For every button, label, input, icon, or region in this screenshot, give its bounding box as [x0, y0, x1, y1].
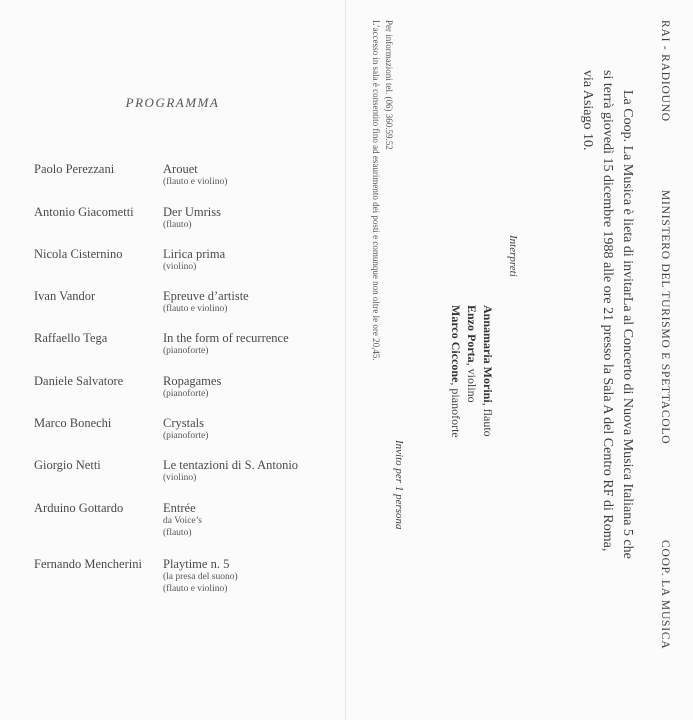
program-entry	[34, 557, 334, 597]
program-entry	[34, 162, 334, 202]
program-entry	[34, 458, 334, 498]
work-title: Playtime n. 5	[163, 557, 230, 571]
header-coop: COOP. LA MUSICA	[659, 540, 671, 650]
instrumentation	[163, 220, 192, 232]
composer-name: Daniele Salvatore	[34, 374, 124, 388]
performer-role: , flauto	[481, 402, 495, 437]
header-ministero: MINISTERO DEL TURISMO E SPETTACOLO	[659, 190, 671, 445]
instrumentation-line: (pianoforte)	[163, 346, 209, 356]
composer-name: Raffaello Tega	[34, 331, 108, 345]
performer-name: Annamaria Morini	[481, 305, 495, 403]
instrumentation	[163, 346, 208, 358]
instrumentation	[163, 473, 196, 485]
program-entry	[34, 247, 334, 287]
instrumentation-line: (flauto e violino)	[163, 177, 228, 187]
program-entry	[34, 501, 334, 541]
instrumentation	[163, 304, 227, 316]
programma-title: PROGRAMMA	[125, 95, 220, 110]
performer-role: , violino	[465, 362, 479, 403]
program-entry	[34, 374, 334, 414]
performer-role: , pianoforte	[449, 382, 463, 438]
composer-name: Antonio Giacometti	[34, 205, 134, 219]
composer-name: Marco Bonechi	[34, 416, 112, 430]
performer	[480, 305, 495, 437]
instrumentation-line: (flauto e violino)	[163, 583, 228, 594]
instrumentation	[163, 177, 227, 189]
composer-name: Arduino Gottardo	[34, 501, 124, 515]
work-title: Arouet	[163, 162, 198, 176]
program-entry	[34, 205, 334, 245]
instrumentation	[163, 431, 208, 443]
performer	[464, 305, 479, 403]
performer-name: Marco Ciccone	[449, 305, 463, 383]
info-phone: Per informazioni tel. (06) 360.59.52	[384, 20, 394, 150]
instrumentation-line: (flauto)	[163, 220, 192, 230]
composer-name: Nicola Cisternino	[34, 247, 123, 261]
interpreti-label: Interpreti	[507, 235, 519, 277]
invitation-body-line: La Coop. La Musica è lieta di invitarLa al Concerto di Nuova Musica Italiana 5 che	[620, 90, 635, 559]
program-entry	[34, 289, 334, 329]
program-entry	[34, 416, 334, 456]
work-title: In the form of recurrence	[163, 331, 289, 345]
work-title: Lirica prima	[163, 247, 226, 261]
performer-name: Enzo Porta	[465, 305, 479, 363]
instrumentation-line: (violino)	[163, 473, 197, 483]
programma-page	[0, 0, 345, 720]
composer-name: Giorgio Netti	[34, 458, 101, 472]
composer-name: Paolo Perezzani	[34, 162, 115, 176]
work-title: Entrée	[163, 501, 196, 515]
instrumentation	[163, 572, 238, 595]
invitation-body-line: via Asiago 10.	[580, 70, 595, 151]
invitation-page	[346, 0, 693, 720]
instrumentation	[163, 262, 196, 274]
instrumentation-line: (pianoforte)	[163, 389, 209, 399]
instrumentation-line: (pianoforte)	[163, 431, 209, 441]
header-rai: RAI - RADIOUNO	[659, 20, 671, 122]
work-title: Crystals	[163, 416, 204, 430]
instrumentation-line: da Voice’s	[163, 516, 202, 526]
instrumentation-line: (la presa del suono)	[163, 572, 238, 582]
invitation-rotated-text	[351, 20, 671, 660]
work-title: Ropagames	[163, 374, 222, 388]
program-entry	[34, 331, 334, 371]
instrumentation	[163, 516, 202, 539]
info-access: L’accesso in sala è consentito fino ad esaurimento dei posti e comunque non oltre le ore 20,45.	[371, 20, 381, 361]
instrumentation-line: (violino)	[163, 262, 197, 272]
instrumentation-line: (flauto)	[163, 527, 192, 538]
invito-label: Invito per 1 persona	[393, 440, 405, 530]
work-title: Epreuve d’artiste	[163, 289, 249, 303]
composer-name: Fernando Mencherini	[34, 557, 142, 571]
performer	[448, 305, 463, 438]
work-title: Le tentazioni di S. Antonio	[163, 458, 299, 472]
instrumentation-line: (flauto e violino)	[163, 304, 228, 314]
work-title: Der Umriss	[163, 205, 221, 219]
invitation-body-line: si terrà giovedì 15 dicembre 1988 alle ore 21 presso la Sala A del Centro RF di Roma,	[600, 70, 615, 552]
composer-name: Ivan Vandor	[34, 289, 96, 303]
instrumentation	[163, 389, 208, 401]
